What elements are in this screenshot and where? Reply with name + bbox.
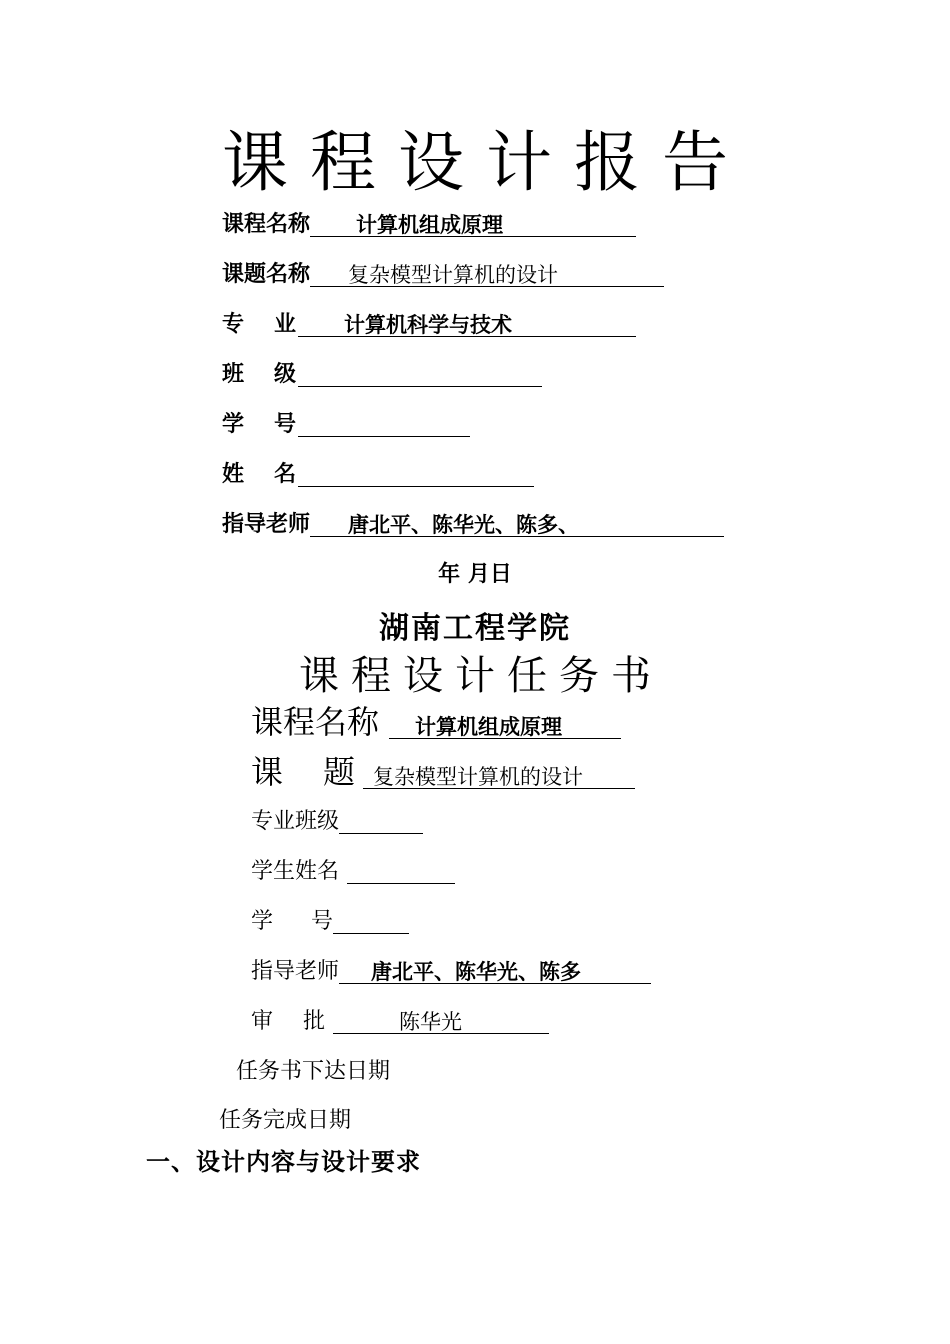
task-topic-value: 复杂模型计算机的设计 [363,762,635,789]
task-course [251,702,621,742]
task-topic-label: 课 题 [251,753,356,791]
field-label: 课题名称 [222,262,311,287]
field-label: 班 级 [222,362,297,387]
field-label: 课程名称 [222,212,311,237]
task-book-title: 课程设计任务书 [299,653,663,699]
task-class [251,807,423,837]
task-teacher-label: 指导老师 [251,959,340,984]
task-approve-value: 陈华光 [333,1007,549,1034]
field-name [222,460,534,490]
field-label: 姓 名 [222,462,297,487]
task-approve [251,1007,549,1037]
task-class-value [339,807,423,834]
task-student [251,857,455,887]
field-topic-name [222,260,664,290]
section-heading: 一、设计内容与设计要求 [146,1147,421,1176]
task-student-label: 学生姓名 [251,859,340,884]
field-value: 计算机组成原理 [310,210,636,237]
field-label: 专 业 [222,312,297,337]
field-value: 唐北平、陈华光、陈多、 [310,510,724,537]
field-label: 学 号 [222,412,297,437]
task-id-label: 学 号 [251,909,334,934]
field-value [298,360,542,387]
task-course-label: 课程名称 [251,703,380,741]
school-name: 湖南工程学院 [379,611,571,646]
task-approve-label: 审 批 [251,1009,326,1034]
task-id-value [333,907,409,934]
task-teacher [251,957,651,987]
task-class-label: 专业班级 [251,809,340,834]
task-topic [251,752,635,792]
report-title: 课程设计报告 [222,124,750,201]
field-class [222,360,542,390]
field-advisor [222,510,724,540]
field-value [298,460,534,487]
task-teacher-value: 唐北平、陈华光、陈多 [339,957,651,984]
field-major [222,310,636,340]
field-value [298,410,470,437]
task-issue-date: 任务书下达日期 [236,1059,391,1084]
task-course-value: 计算机组成原理 [389,712,621,739]
task-finish-date: 任务完成日期 [219,1108,352,1133]
task-student-value [347,857,455,884]
field-student-id [222,410,470,440]
field-value: 计算机科学与技术 [298,310,636,337]
field-course-name [222,210,636,240]
field-label: 指导老师 [222,512,311,537]
field-value: 复杂模型计算机的设计 [310,260,664,287]
report-date: 年 月日 [438,562,512,587]
task-id [251,907,409,937]
